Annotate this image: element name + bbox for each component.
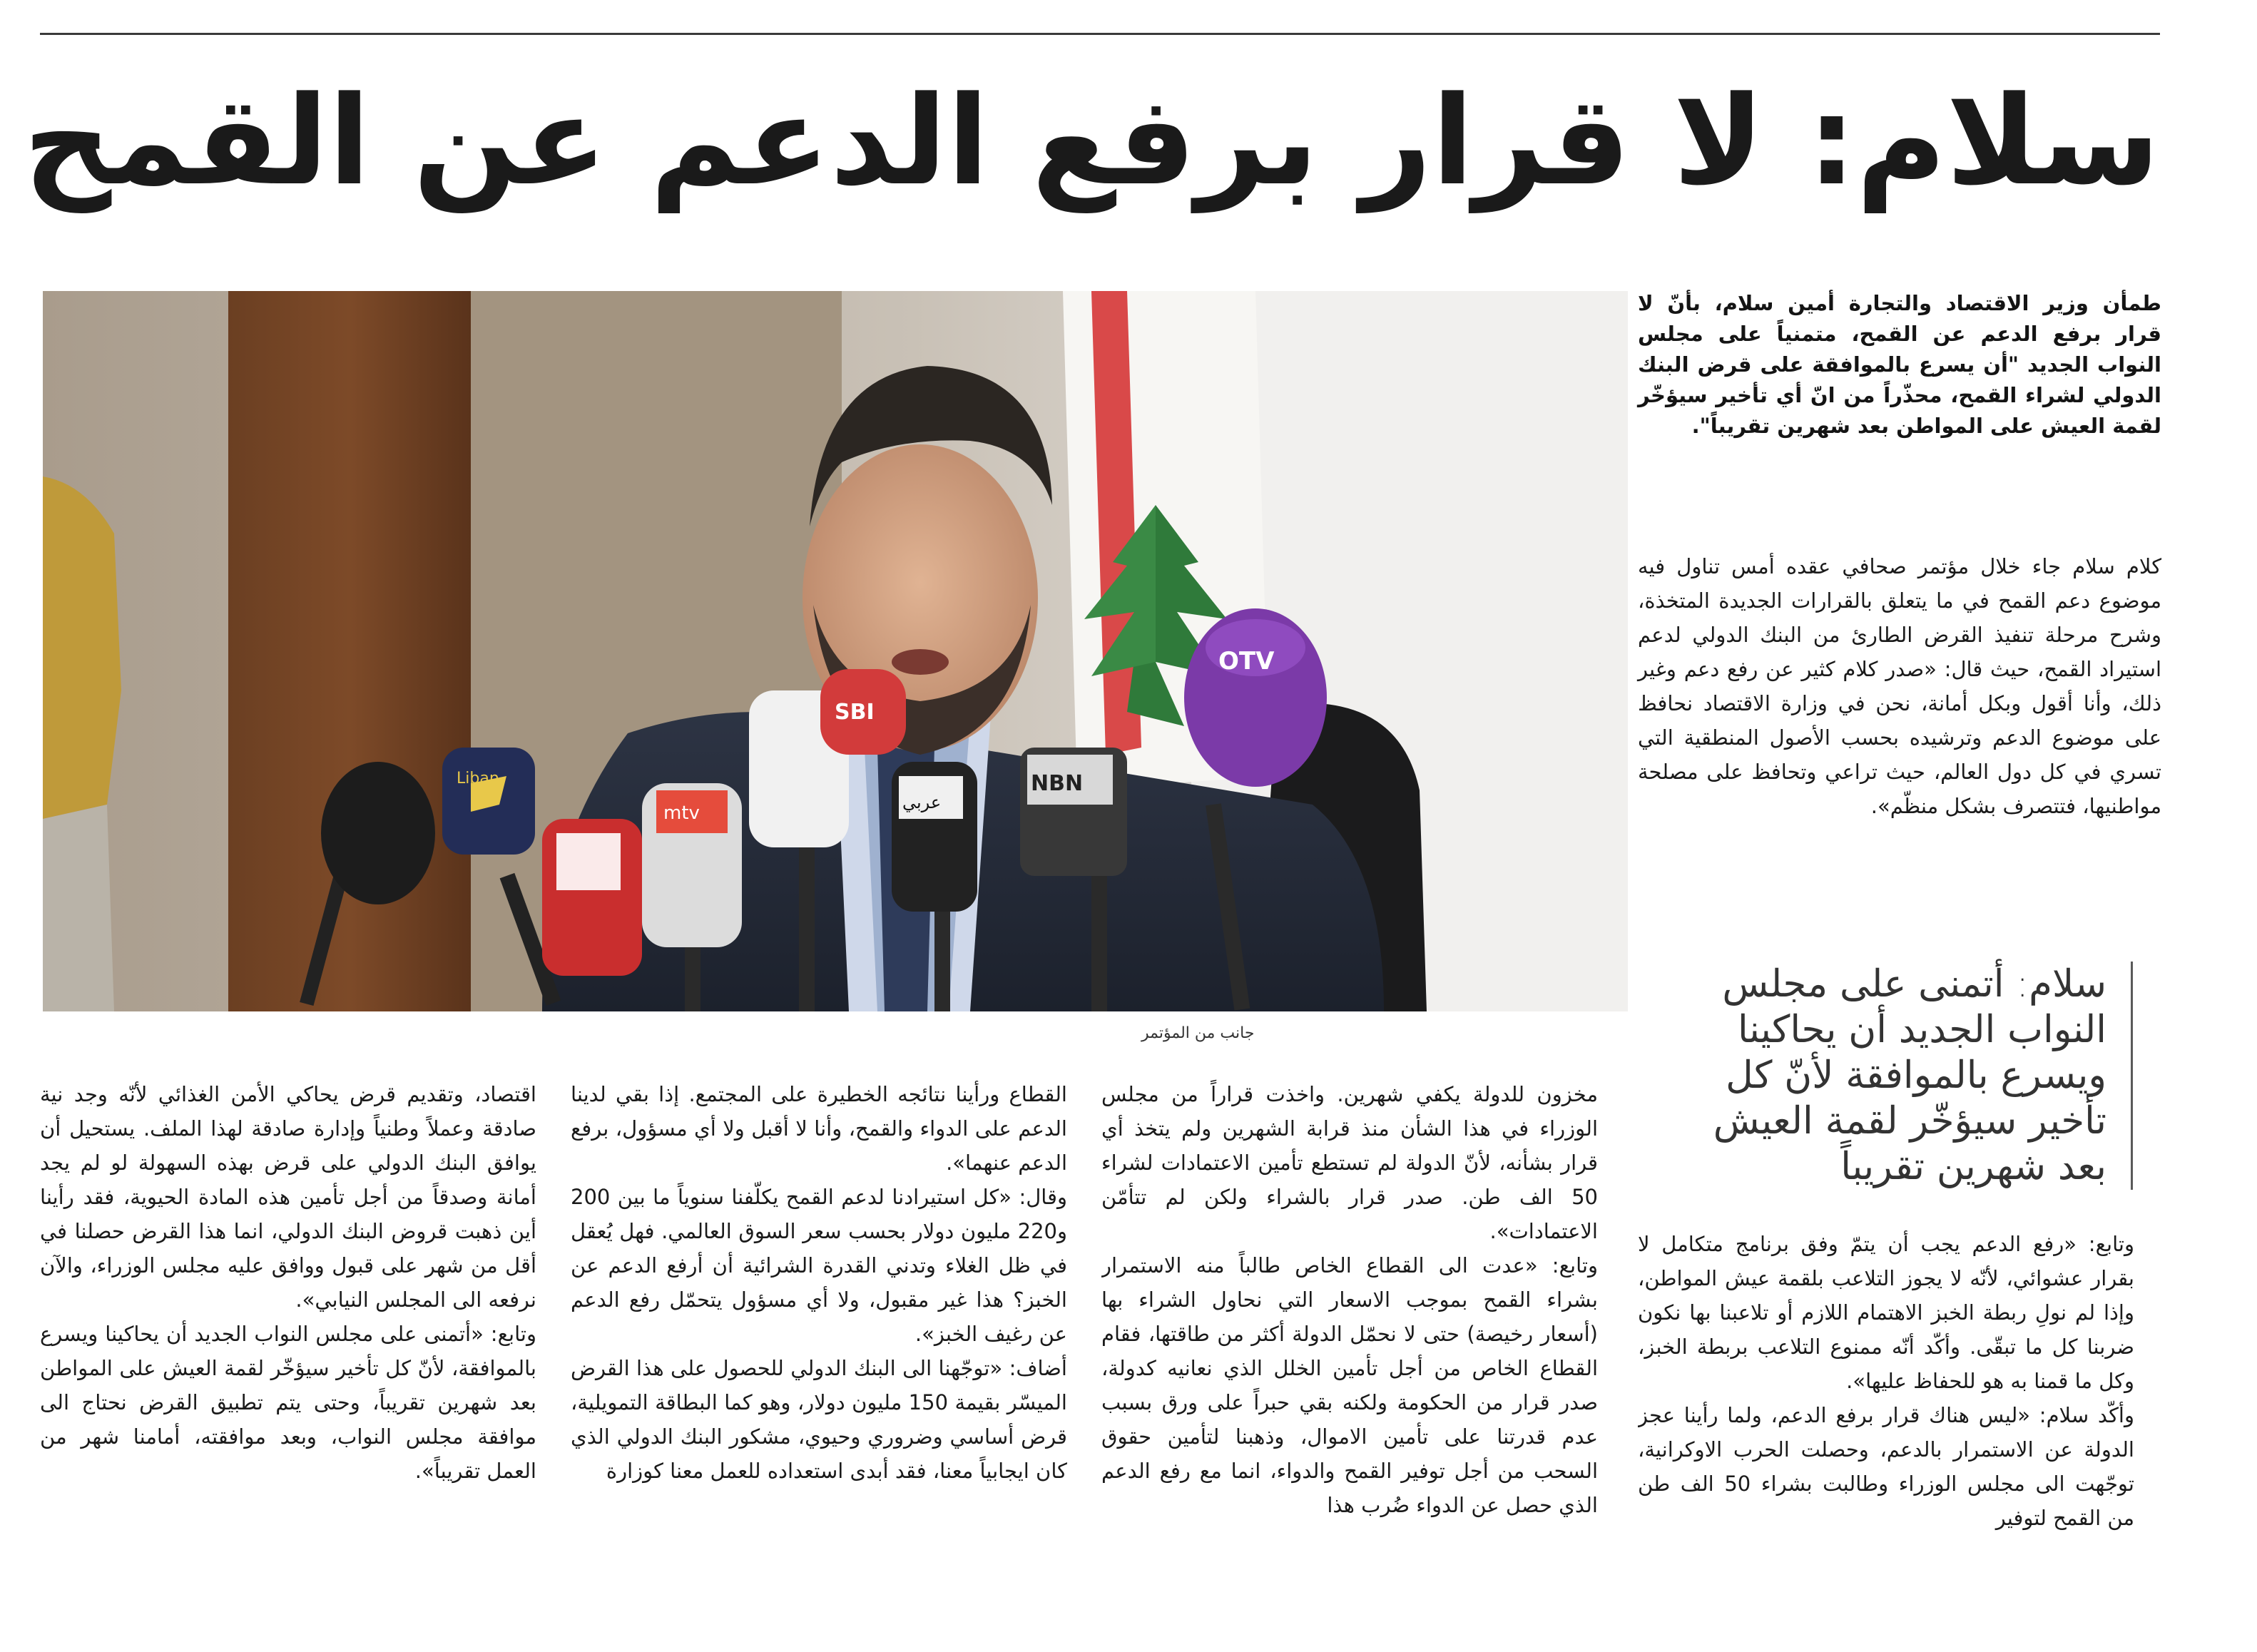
- pull-quote: سلام: أتمنى على مجلس النواب الجديد أن يحاكينا ويسرع بالموافقة لأنّ كل تأخير سيؤخّر لقمة العيش بعد شهرين تقريباً: [1662, 962, 2133, 1190]
- mic-label-tl: Liban: [457, 770, 499, 787]
- column-3-paragraph-3: أضاف: «توجّهنا الى البنك الدولي للحصول على هذا القرض الميسّر بقيمة 150 مليون دولار، وهو كما البطاقة التمويلية، قرض أساسي وضروري وحيوي، مشكور البنك الدولي الذي كان ايجابياً معنا، فقد أبدى استعداده للعمل معنا كوزارة: [571, 1356, 1067, 1483]
- bystander: [43, 476, 121, 1011]
- column-2-paragraph-2: وتابع: «عدت الى القطاع الخاص طالباً منه الاستمرار بشراء القمح بموجب الاسعار التي نحاول الشراء بها (أسعار رخيصة) حتى لا نحمّل الدولة أكثر من طاقتها، فقام القطاع الخاص من أجل تأمين الخلل الذي نعانيه كدولة، صدر قرار من الحكومة ولكنه بقي حبراً على ورق بسبب عدم قدرتنا على تأمين الاموال، وذهبنا لتأمين حقوق السحب من أجل توفير القمح والدواء، انما مع رفع الدعم الذي حصل عن الدواء ضُرب هذا: [1101, 1253, 1598, 1517]
- photo-illustration: [43, 291, 1628, 1011]
- column-3-paragraph-1: القطاع ورأينا نتائجه الخطيرة على المجتمع. إذا بقي لدينا الدعم على الدواء والقمح، وأنا لا أقبل ولا أي مسؤول، برفع الدعم عنهما».: [571, 1082, 1067, 1175]
- lead-paragraph: طمأن وزير الاقتصاد والتجارة أمين سلام، بأنّ لا قرار برفع الدعم عن القمح، متمنياً على مجلس النواب الجديد "أن يسرع بالموافقة على قرض البنك الدولي لشراء القمح، محذّراً من انّ أي تأخير سيؤخّر لقمة العيش على المواطن بعد شهرين تقريباً".: [1638, 291, 2161, 438]
- intro-paragraph: كلام سلام جاء خلال مؤتمر صحافي عقده أمس تناول فيه موضوع دعم القمح في ما يتعلق بالقرارات الجديدة المتخذة، وشرح مرحلة تنفيذ القرض الطارئ من البنك الدولي لدعم استيراد القمح، حيث قال: «صدر كلام كثير عن رفع دعم وغير ذلك، وأنا أقول وبكل أمانة، نحن في وزارة الاقتصاد نحافظ على موضوع الدعم وترشيده بحسب الأصول المنطقية التي تسري في كل دول العالم، حيث تراعي وتحافظ على مصلحة مواطنيها، فتتصرف بشكل منظّم».: [1638, 554, 2161, 818]
- mic-label-nbn: NBN: [1031, 771, 1084, 796]
- mic-label-otv: OTV: [1218, 647, 1275, 675]
- column-1: [1638, 1227, 2134, 1641]
- column-1-paragraph-2: وأكّد سلام: «ليس هناك قرار برفع الدعم، ولما رأينا عجز الدولة عن الاستمرار بالدعم، وحصلت الحرب الاوكرانية، توجّهت الى مجلس الوزراء وطالبت بشراء 50 الف طن من القمح لتوفير: [1638, 1403, 2134, 1530]
- press-conference-photo: [43, 291, 1628, 1011]
- mic-label-sbi: SBI: [835, 700, 875, 725]
- column-4-paragraph-1: اقتصاد، وتقديم قرض يحاكي الأمن الغذائي لأنّه وجد نية صادقة وعملاً وطنياً وإدارة صادقة لهذا الملف. يستحيل أن يوافق البنك الدولي على قرض بهذه السهولة لو لم يجد أمانة وصدقاً من أجل تأمين هذه المادة الحيوية، فقد رأينا أين ذهبت قروض البنك الدولي، انما هذا القرض حصلنا في أقل من شهر على قبول ووافق عليه مجلس الوزراء، والآن نرفعه الى المجلس النيابي».: [40, 1082, 536, 1312]
- column-4-paragraph-2: وتابع: «أتمنى على مجلس النواب الجديد أن يحاكينا ويسرع بالموافقة، لأنّ كل تأخير سيؤخّر لقمة العيش على المواطن بعد شهرين تقريباً، وحتى يتم تطبيق القرض نحتاج الى موافقة مجلس النواب، وبعد موافقته، أمامنا شهر من العمل تقريباً».: [40, 1322, 536, 1483]
- column-3: [571, 1077, 1067, 1641]
- column-4: [40, 1077, 536, 1641]
- column-3-paragraph-2: وقال: «كل استيرادنا لدعم القمح يكلّفنا سنوياً ما بين 200 و220 مليون دولار بحسب سعر السوق العالمي. فهل يُعقل في ظل الغلاء وتدني القدرة الشرائية أن أرفع الدعم عن الخبز؟ هذا غير مقبول، ولا أي مسؤول يتحمّل رفع الدعم عن رغيف الخبز».: [571, 1185, 1067, 1346]
- mic-label-mtv: mtv: [663, 802, 700, 824]
- column-2: [1101, 1077, 1598, 1641]
- headline: سلام: لا قرار برفع الدعم عن القمح: [23, 69, 2160, 213]
- column-1-paragraph-1: وتابع: «رفع الدعم يجب أن يتمّ وفق برنامج متكامل لا بقرار عشوائي، لأنّه لا يجوز التلاعب بلقمة عيش المواطن، وإذا لم نولِ ربطة الخبز الاهتمام اللازم أو تلاعبنا بها نكون ضربنا كل ما تبقّى. وأكّد أنّه ممنوع التلاعب بربطة الخبز، وكل ما قمنا به هو للحفاظ عليها».: [1638, 1232, 2134, 1393]
- photo-caption: جانب من المؤتمر: [1141, 1024, 1255, 1042]
- top-rule: [40, 33, 2160, 35]
- column-2-paragraph-1: مخزون للدولة يكفي شهرين. واخذت قراراً من مجلس الوزراء في هذا الشأن منذ قرابة الشهرين ولم يتخذ أي قرار بشأنه، لأنّ الدولة لم تستطع تأمين الاعتمادات لشراء 50 الف طن. صدر قرار بالشراء ولكن لم تتأمّن الاعتمادات».: [1101, 1082, 1598, 1243]
- mic-label-lbc: عربي: [902, 792, 942, 812]
